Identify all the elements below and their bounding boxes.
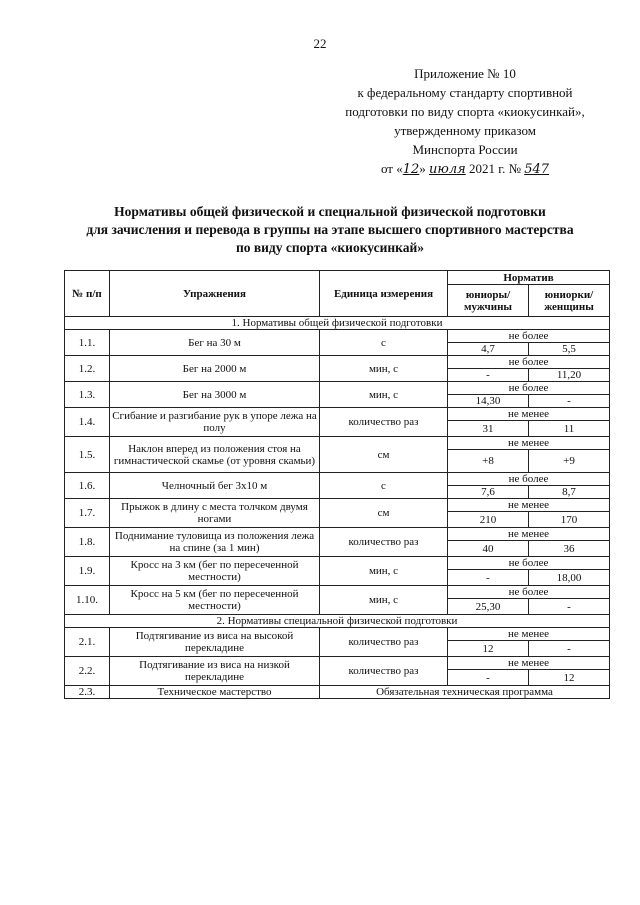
condition-cell: не менее [448,499,610,512]
appendix-line: к федеральному стандарту спортивной [357,85,573,100]
value-female: - [529,599,610,615]
header-norm: Норматив [448,271,610,285]
exercise-name: Прыжок в длину с места толчком двумя ногами [110,499,320,528]
value-male: 210 [448,512,529,528]
merged-requirement: Обязательная техническая программа [320,686,610,699]
exercise-name: Кросс на 3 км (бег по пересеченной местности) [110,557,320,586]
condition-cell: не менее [448,528,610,541]
appendix-line: Минспорта России [412,142,518,157]
header-unit: Единица измерения [320,271,448,317]
table-row [65,408,610,421]
row-number: 1.7. [65,499,110,528]
condition-cell: не более [448,557,610,570]
table-row [65,356,610,369]
row-number: 1.4. [65,408,110,437]
value-female: - [529,641,610,657]
unit-cell: количество раз [320,408,448,437]
unit-cell: количество раз [320,628,448,657]
table-row [65,437,610,450]
header-num: № п/п [65,271,110,317]
value-male: - [448,570,529,586]
unit-cell: количество раз [320,657,448,686]
value-female: 12 [529,670,610,686]
value-female: 36 [529,541,610,557]
condition-cell: не менее [448,408,610,421]
exercise-name: Бег на 2000 м [110,356,320,382]
row-number: 1.5. [65,437,110,473]
order-date: от «12» июля 2021 г. № 547 [380,161,550,177]
value-male: 12 [448,641,529,657]
exercise-name: Бег на 30 м [110,330,320,356]
condition-cell: не менее [448,628,610,641]
condition-cell: не менее [448,437,610,450]
row-number: 2.1. [65,628,110,657]
unit-cell: с [320,473,448,499]
value-male: - [448,369,529,382]
table-row [65,586,610,599]
page-number: 22 [313,36,327,51]
unit-cell: см [320,437,448,473]
document-title [40,203,620,257]
exercise-name: Поднимание туловища из положения лежа на спине (за 1 мин) [110,528,320,557]
row-number: 1.6. [65,473,110,499]
appendix-block [300,64,630,179]
table-row [65,657,610,670]
value-female: - [529,395,610,408]
condition-cell: не более [448,473,610,486]
header-exercise: Упражнения [110,271,320,317]
exercise-name: Подтягивание из виса на высокой перекладине [110,628,320,657]
row-number: 1.9. [65,557,110,586]
value-female: 18,00 [529,570,610,586]
header-juniors-f: юниорки/ женщины [529,285,610,317]
value-female: 11 [529,421,610,437]
condition-cell: не более [448,382,610,395]
unit-cell: мин, с [320,356,448,382]
unit-cell: см [320,499,448,528]
unit-cell: мин, с [320,557,448,586]
exercise-name: Техническое мастерство [110,686,320,699]
value-male: - [448,670,529,686]
unit-cell: с [320,330,448,356]
value-female: 170 [529,512,610,528]
condition-cell: не более [448,356,610,369]
exercise-name: Бег на 3000 м [110,382,320,408]
value-female: +9 [529,450,610,473]
unit-cell: мин, с [320,382,448,408]
exercise-name: Наклон вперед из положения стоя на гимнастической скамье (от уровня скамьи) [110,437,320,473]
condition-cell: не более [448,586,610,599]
row-number: 1.1. [65,330,110,356]
appendix-line: Приложение № 10 [414,66,516,81]
header-juniors-m: юниоры/ мужчины [448,285,529,317]
section-header: 2. Нормативы специальной физической подготовки [65,615,610,628]
row-number: 2.2. [65,657,110,686]
value-male: 7,6 [448,486,529,499]
table-row [65,473,610,486]
table-row [65,557,610,570]
condition-cell: не более [448,330,610,343]
exercise-name: Челночный бег 3х10 м [110,473,320,499]
table-row [65,382,610,395]
table-row [65,528,610,541]
value-male: 14,30 [448,395,529,408]
table-row [65,330,610,343]
value-female: 11,20 [529,369,610,382]
section-header: 1. Нормативы общей физической подготовки [65,317,610,330]
value-female: 8,7 [529,486,610,499]
row-number: 1.8. [65,528,110,557]
table-row [65,499,610,512]
unit-cell: количество раз [320,528,448,557]
title-line: по виду спорта «киокусинкай» [235,240,425,255]
title-line: Нормативы общей физической и специальной физической подготовки [114,204,546,219]
row-number: 2.3. [65,686,110,699]
row-number: 1.3. [65,382,110,408]
row-number: 1.2. [65,356,110,382]
value-male: 25,30 [448,599,529,615]
norms-table [64,270,610,699]
value-male: 4,7 [448,343,529,356]
value-male: 40 [448,541,529,557]
row-number: 1.10. [65,586,110,615]
exercise-name: Сгибание и разгибание рук в упоре лежа на полу [110,408,320,437]
title-line: для зачисления и перевода в группы на этапе высшего спортивного мастерства [86,222,574,237]
condition-cell: не менее [448,657,610,670]
value-female: 5,5 [529,343,610,356]
unit-cell: мин, с [320,586,448,615]
appendix-line: подготовки по виду спорта «киокусинкай», [345,104,585,119]
value-male: 31 [448,421,529,437]
exercise-name: Кросс на 5 км (бег по пересеченной местности) [110,586,320,615]
table-row [65,628,610,641]
exercise-name: Подтягивание из виса на низкой перекладине [110,657,320,686]
appendix-line: утвержденному приказом [394,123,536,138]
value-male: +8 [448,450,529,473]
